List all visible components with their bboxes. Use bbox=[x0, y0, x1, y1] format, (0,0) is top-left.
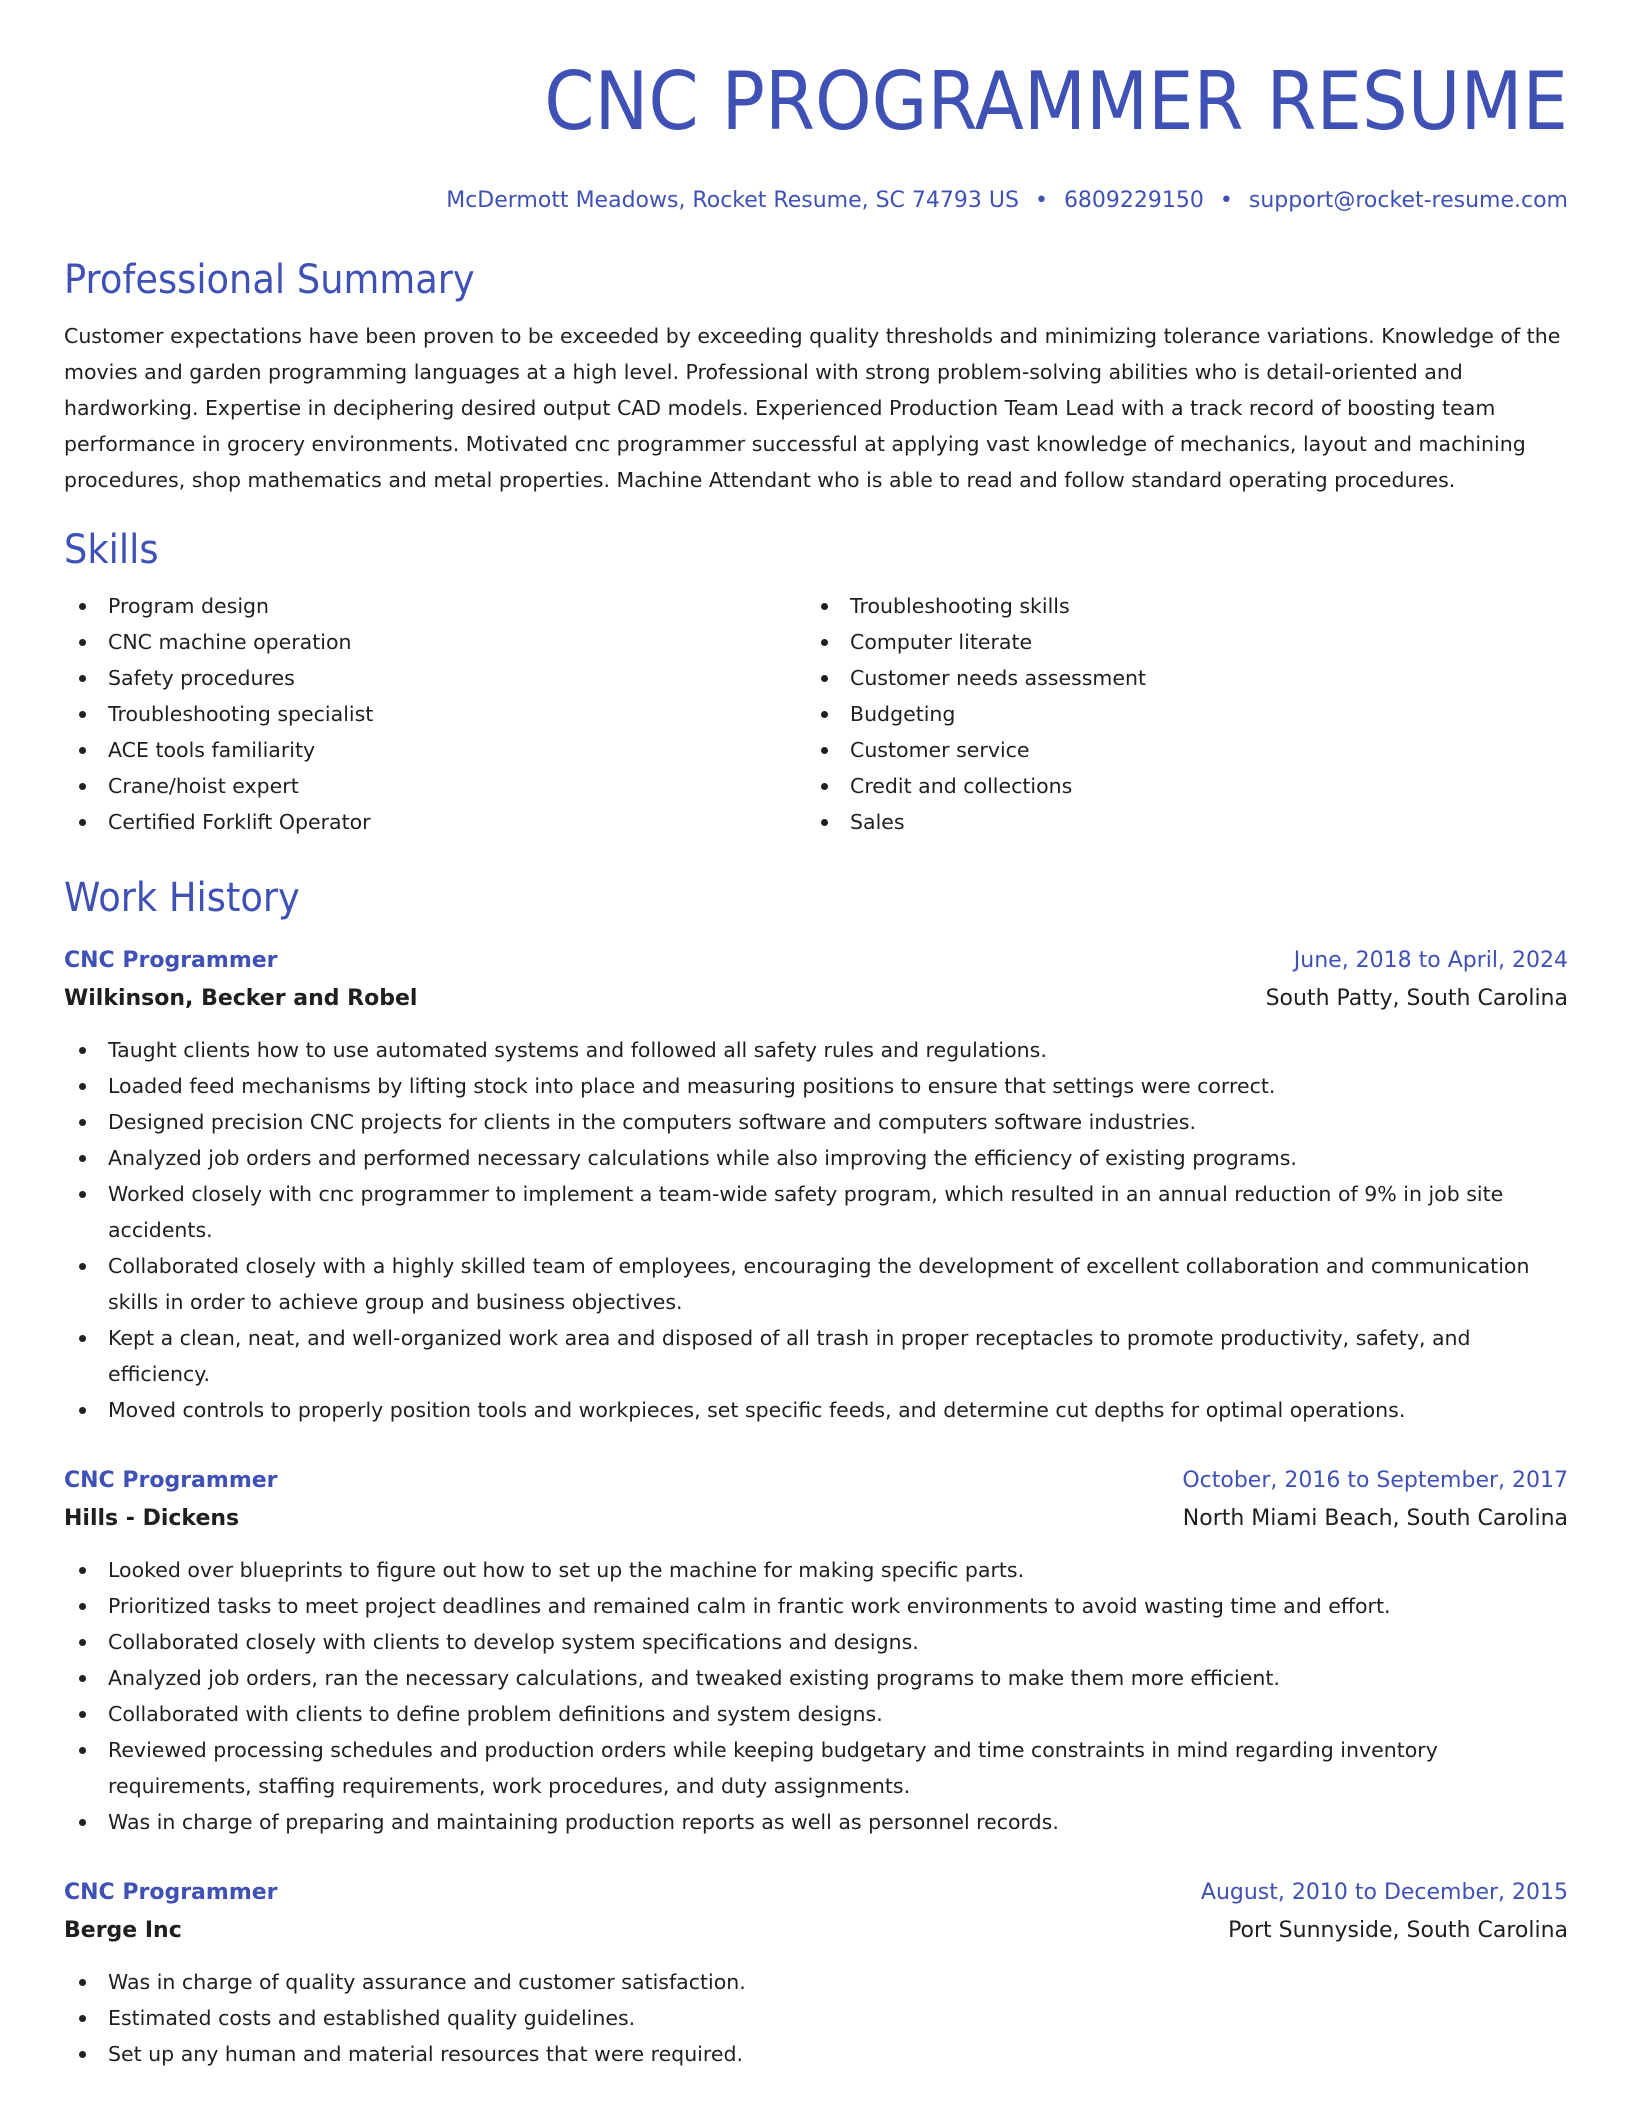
job-bullet: Moved controls to properly position tools and workpieces, set specific feeds, and determine cut depths for optimal operations. bbox=[64, 1392, 1568, 1428]
job-bullets bbox=[64, 1032, 1568, 1428]
contact-email: support@rocket-resume.com bbox=[1248, 188, 1568, 213]
skill-item: Troubleshooting skills bbox=[806, 588, 1548, 624]
skill-item: Budgeting bbox=[806, 696, 1548, 732]
job-bullet: Was in charge of preparing and maintaining production reports as well as personnel records. bbox=[64, 1804, 1568, 1840]
skill-item: Program design bbox=[64, 588, 806, 624]
skills-list-right bbox=[806, 588, 1548, 840]
job-bullets bbox=[64, 1552, 1568, 1840]
job-header-row bbox=[64, 1462, 1568, 1500]
summary-text: Customer expectations have been proven to be exceeded by exceeding quality thresholds and minimizing tolerance variations. Knowledge of the movies and garden programming languages at a high level. Professional with strong problem-solving abilities who is detail-oriented and hardworking. Expertise in deciphering desired output CAD models. Experienced Production Team Lead with a track record of boosting team performance in grocery environments. Motivated cnc programmer successful at applying vast knowledge of mechanics, layout and machining procedures, shop mathematics and metal properties. Machine Attendant who is able to read and follow standard operating procedures. bbox=[64, 324, 1561, 492]
resume-title: CNC PROGRAMMER RESUME bbox=[544, 55, 1568, 148]
job-bullet: Set up any human and material resources that were required. bbox=[64, 2036, 1568, 2072]
job-bullets bbox=[64, 1964, 1568, 2072]
skill-item: Customer service bbox=[806, 732, 1548, 768]
job-bullet: Taught clients how to use automated systems and followed all safety rules and regulations. bbox=[64, 1032, 1568, 1068]
job-bullet: Loaded feed mechanisms by lifting stock into place and measuring positions to ensure that settings were correct. bbox=[64, 1068, 1568, 1104]
contact-address: McDermott Meadows, Rocket Resume, SC 74793 US bbox=[446, 188, 1019, 213]
job-company-row bbox=[64, 980, 1568, 1018]
job-company-row bbox=[64, 1912, 1568, 1950]
skill-item: Certified Forklift Operator bbox=[64, 804, 806, 840]
job-company: Hills - Dickens bbox=[64, 1506, 240, 1531]
job-dates: August, 2010 to December, 2015 bbox=[1200, 1880, 1568, 1905]
resume-header bbox=[64, 52, 1568, 216]
section-title-summary: Professional Summary bbox=[64, 257, 475, 303]
contact-separator: • bbox=[1034, 188, 1048, 213]
job-entry bbox=[64, 1874, 1568, 2072]
job-bullet: Reviewed processing schedules and production orders while keeping budgetary and time constraints in mind regarding inventory requirements, staffing requirements, work procedures, and duty assignments. bbox=[64, 1732, 1568, 1804]
contact-phone: 6809229150 bbox=[1063, 188, 1204, 213]
job-header-row bbox=[64, 942, 1568, 980]
job-bullet: Worked closely with cnc programmer to implement a team-wide safety program, which resulted in an annual reduction of 9% in job site accidents. bbox=[64, 1176, 1568, 1248]
skill-item: Safety procedures bbox=[64, 660, 806, 696]
contact-separator: • bbox=[1219, 188, 1233, 213]
job-bullet: Prioritized tasks to meet project deadlines and remained calm in frantic work environments to avoid wasting time and effort. bbox=[64, 1588, 1568, 1624]
job-bullet: Analyzed job orders and performed necessary calculations while also improving the efficiency of existing programs. bbox=[64, 1140, 1568, 1176]
contact-line bbox=[64, 186, 1568, 216]
skill-item: Customer needs assessment bbox=[806, 660, 1548, 696]
job-bullet: Kept a clean, neat, and well-organized work area and disposed of all trash in proper receptacles to promote productivity, safety, and efficiency. bbox=[64, 1320, 1568, 1392]
job-entry bbox=[64, 942, 1568, 1428]
job-bullet: Analyzed job orders, ran the necessary calculations, and tweaked existing programs to make them more efficient. bbox=[64, 1660, 1568, 1696]
job-location: North Miami Beach, South Carolina bbox=[1182, 1506, 1568, 1531]
job-company: Wilkinson, Becker and Robel bbox=[64, 986, 418, 1011]
skill-item: Computer literate bbox=[806, 624, 1548, 660]
job-entry bbox=[64, 1462, 1568, 1840]
job-bullet: Collaborated with clients to define problem definitions and system designs. bbox=[64, 1696, 1568, 1732]
skill-item: Crane/hoist expert bbox=[64, 768, 806, 804]
job-company-row bbox=[64, 1500, 1568, 1538]
skill-item: Sales bbox=[806, 804, 1548, 840]
section-title-skills: Skills bbox=[64, 527, 159, 573]
resume-page bbox=[64, 0, 1568, 2072]
section-title-work-history: Work History bbox=[64, 875, 300, 921]
job-company: Berge Inc bbox=[64, 1918, 182, 1943]
job-bullet: Designed precision CNC projects for clients in the computers software and computers software industries. bbox=[64, 1104, 1568, 1140]
job-bullet: Collaborated closely with clients to develop system specifications and designs. bbox=[64, 1624, 1568, 1660]
job-dates: October, 2016 to September, 2017 bbox=[1182, 1468, 1568, 1493]
skills-columns bbox=[64, 588, 1568, 840]
skill-item: Troubleshooting specialist bbox=[64, 696, 806, 732]
job-bullet: Was in charge of quality assurance and customer satisfaction. bbox=[64, 1964, 1568, 2000]
job-title: CNC Programmer bbox=[64, 948, 278, 973]
job-bullet: Collaborated closely with a highly skilled team of employees, encouraging the development of excellent collaboration and communication skills in order to achieve group and business objectives. bbox=[64, 1248, 1568, 1320]
job-title: CNC Programmer bbox=[64, 1468, 278, 1493]
skill-item: ACE tools familiarity bbox=[64, 732, 806, 768]
job-dates: June, 2018 to April, 2024 bbox=[1293, 948, 1568, 973]
job-bullet: Estimated costs and established quality guidelines. bbox=[64, 2000, 1568, 2036]
job-location: South Patty, South Carolina bbox=[1265, 986, 1568, 1011]
job-title: CNC Programmer bbox=[64, 1880, 278, 1905]
skill-item: CNC machine operation bbox=[64, 624, 806, 660]
job-location: Port Sunnyside, South Carolina bbox=[1228, 1918, 1568, 1943]
skills-list-left bbox=[64, 588, 806, 840]
job-header-row bbox=[64, 1874, 1568, 1912]
skill-item: Credit and collections bbox=[806, 768, 1548, 804]
job-bullet: Looked over blueprints to figure out how to set up the machine for making specific parts. bbox=[64, 1552, 1568, 1588]
